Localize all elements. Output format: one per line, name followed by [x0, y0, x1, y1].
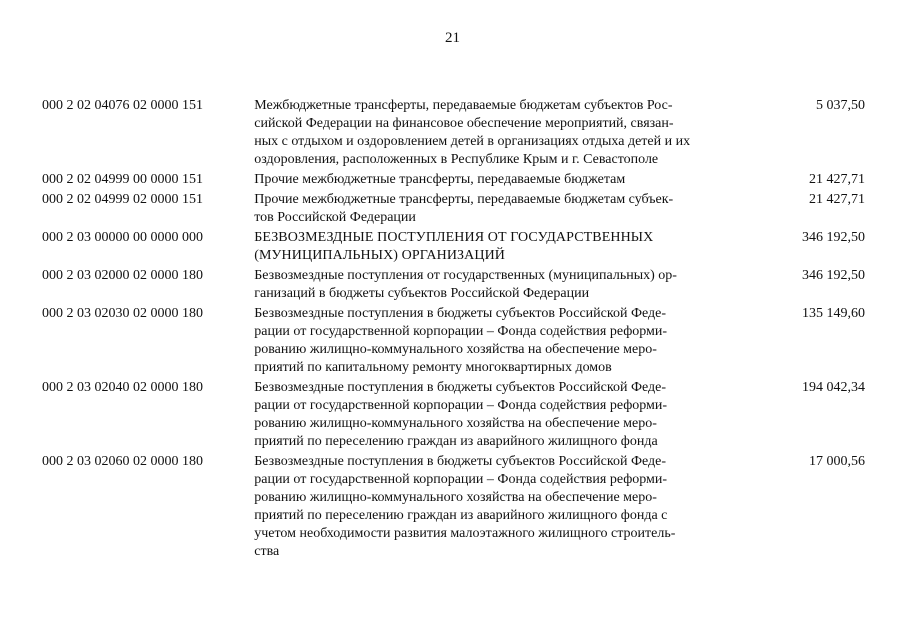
amount-value: 17 000,56 [809, 454, 865, 469]
amount-value: 135 149,60 [802, 306, 865, 321]
revenue-name [254, 171, 737, 191]
classification-code: 000 2 03 02060 02 0000 180 [42, 454, 203, 469]
revenue-name-line: Прочие межбюджетные трансферты, передаваемые бюджетам [254, 172, 626, 187]
classification-code: 000 2 03 02040 02 0000 180 [42, 380, 203, 395]
classification-code: 000 2 02 04076 02 0000 151 [42, 98, 203, 113]
revenue-name-line: Безвозмездные поступления в бюджеты субъектов Российской Феде- [254, 454, 667, 469]
classification-code: 000 2 02 04999 02 0000 151 [42, 192, 203, 207]
revenue-name-line: рации от государственной корпорации – Фонда содействия реформи- [254, 324, 668, 339]
revenue-name-line: сийской Федерации на финансовое обеспечение мероприятий, связан- [254, 116, 674, 131]
revenue-name [254, 305, 737, 379]
revenue-name [254, 453, 737, 563]
table-row [0, 97, 905, 171]
table-row [0, 453, 905, 563]
revenue-name-line: приятий по капитальному ремонту многоквартирных домов [254, 360, 612, 375]
amount-value: 346 192,50 [802, 268, 865, 283]
revenue-name [254, 267, 737, 305]
revenue-name-line: рации от государственной корпорации – Фонда содействия реформи- [254, 472, 668, 487]
table-row [0, 379, 905, 453]
table-row [0, 171, 905, 191]
amount-value: 21 427,71 [809, 192, 865, 207]
classification-code: 000 2 03 02000 02 0000 180 [42, 268, 203, 283]
table-row [0, 267, 905, 305]
amount-value: 346 192,50 [802, 230, 865, 245]
table-body [0, 97, 905, 563]
table-row [0, 229, 905, 267]
revenue-name-line: Безвозмездные поступления от государственных (муниципальных) ор- [254, 268, 677, 283]
revenue-name-line: БЕЗВОЗМЕЗДНЫЕ ПОСТУПЛЕНИЯ ОТ ГОСУДАРСТВЕННЫХ [254, 230, 654, 245]
revenue-name-line: учетом необходимости развития малоэтажного жилищного строитель- [254, 526, 676, 541]
revenue-name-line: приятий по переселению граждан из аварийного жилищного фонда с [254, 508, 668, 523]
classification-code: 000 2 02 04999 00 0000 151 [42, 172, 203, 187]
revenue-name-line: рации от государственной корпорации – Фонда содействия реформи- [254, 398, 668, 413]
revenue-name [254, 379, 737, 453]
classification-code: 000 2 03 02030 02 0000 180 [42, 306, 203, 321]
revenue-name-line: Прочие межбюджетные трансферты, передаваемые бюджетам субъек- [254, 192, 674, 207]
amount-value: 5 037,50 [816, 98, 865, 113]
revenue-name-line: ства [254, 544, 280, 559]
table-row [0, 305, 905, 379]
revenue-name-line: рованию жилищно-коммунального хозяйства на обеспечение меро- [254, 342, 657, 357]
revenue-name-line: рованию жилищно-коммунального хозяйства на обеспечение меро- [254, 416, 657, 431]
table-row [0, 191, 905, 229]
revenue-name [254, 191, 737, 229]
classification-code: 000 2 03 00000 00 0000 000 [42, 230, 203, 245]
revenue-name-line: Межбюджетные трансферты, передаваемые бюджетам субъектов Рос- [254, 98, 673, 113]
revenue-name-line: тов Российской Федерации [254, 210, 416, 225]
revenue-name-line: оздоровления, расположенных в Республике Крым и г. Севастополе [254, 152, 659, 167]
revenue-name [254, 97, 737, 171]
revenue-name-line: рованию жилищно-коммунального хозяйства на обеспечение меро- [254, 490, 657, 505]
revenue-name [254, 229, 737, 267]
revenue-name-line: Безвозмездные поступления в бюджеты субъектов Российской Феде- [254, 306, 667, 321]
page-number: 21 [445, 30, 460, 46]
revenue-name-line: ганизаций в бюджеты субъектов Российской Федерации [254, 286, 590, 301]
budget-revenue-table [0, 97, 905, 563]
amount-value: 21 427,71 [809, 172, 865, 187]
amount-value: 194 042,34 [802, 380, 865, 395]
revenue-name-line: Безвозмездные поступления в бюджеты субъектов Российской Феде- [254, 380, 667, 395]
revenue-name-line: (МУНИЦИПАЛЬНЫХ) ОРГАНИЗАЦИЙ [254, 248, 505, 263]
revenue-name-line: ных с отдыхом и оздоровлением детей в организациях отдыха детей и их [254, 134, 691, 149]
revenue-name-line: приятий по переселению граждан из аварийного жилищного фонда [254, 434, 658, 449]
